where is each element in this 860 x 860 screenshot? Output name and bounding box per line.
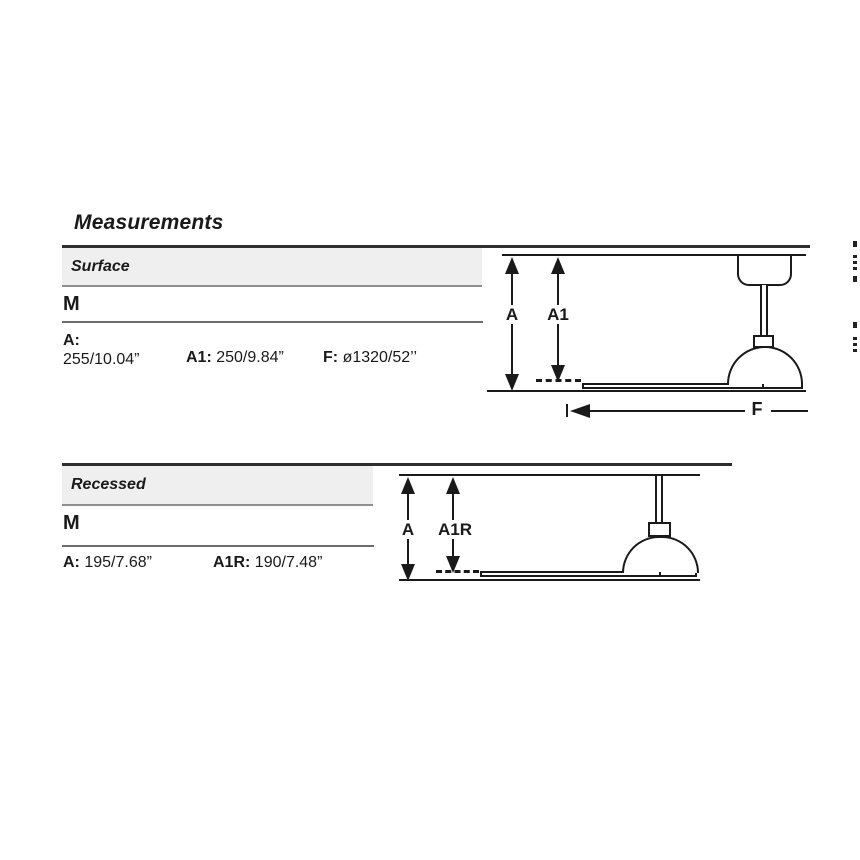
recessed-measurement-a [63, 553, 152, 572]
floor-line [487, 390, 806, 392]
edge-mark [853, 276, 857, 282]
recessed-a-label: A: [63, 554, 80, 571]
dim-line [771, 410, 808, 412]
canopy [737, 256, 792, 286]
surface-f-value: ø1320/52’’ [342, 349, 417, 366]
blade-joint-tick [762, 384, 764, 388]
surface-a-label: A: [63, 332, 80, 349]
arrow-left-icon [570, 404, 590, 418]
edge-mark [853, 337, 857, 354]
recessed-model-label: M [63, 512, 80, 534]
surface-divider [62, 321, 483, 323]
recessed-a-value: 195/7.68” [84, 554, 152, 571]
surface-a1-label: A1: [186, 349, 212, 366]
recessed-header-label: Recessed [71, 476, 146, 493]
dim-line [589, 410, 745, 412]
rod-coupler [648, 522, 671, 537]
surface-a1-value: 250/9.84” [216, 349, 284, 366]
motor-housing [622, 536, 699, 573]
recessed-measurement-a1r [213, 553, 322, 572]
motor-housing [727, 346, 803, 385]
surface-header-label: Surface [71, 257, 130, 275]
dim-label-a: A [399, 520, 417, 539]
dim-label-f: F [749, 400, 766, 419]
recessed-a1r-label: A1R: [213, 554, 251, 571]
edge-mark [853, 241, 857, 247]
surface-f-label: F: [323, 349, 339, 366]
blade-joint-tick [659, 572, 661, 576]
blade-level-dashed-line [436, 570, 479, 573]
surface-measurement-a1 [186, 348, 284, 367]
arrow-down-icon [401, 564, 415, 581]
surface-a-value: 255/10.04” [63, 351, 140, 368]
recessed-a1r-value: 190/7.48” [254, 554, 323, 571]
downrod [655, 476, 663, 525]
recessed-header-bar [62, 466, 373, 506]
surface-measurement-f [323, 348, 417, 367]
dim-end-tick [566, 404, 568, 417]
surface-measurement-a [63, 331, 140, 369]
dim-shaft [511, 269, 513, 379]
dim-arrow-a [505, 257, 519, 391]
floor-line [399, 579, 700, 581]
dim-label-a1r: A1R [435, 520, 475, 539]
blade-level-dashed-line [536, 379, 581, 382]
dim-label-a1: A1 [544, 305, 572, 324]
surface-header-bar [62, 248, 482, 287]
downrod [760, 285, 768, 337]
recessed-divider [62, 545, 374, 547]
surface-model-label: M [63, 293, 80, 315]
edge-mark [853, 255, 857, 272]
page-title: Measurements [74, 211, 224, 234]
arrow-down-icon [505, 374, 519, 391]
dim-label-a: A [503, 305, 521, 324]
edge-mark [853, 322, 857, 328]
